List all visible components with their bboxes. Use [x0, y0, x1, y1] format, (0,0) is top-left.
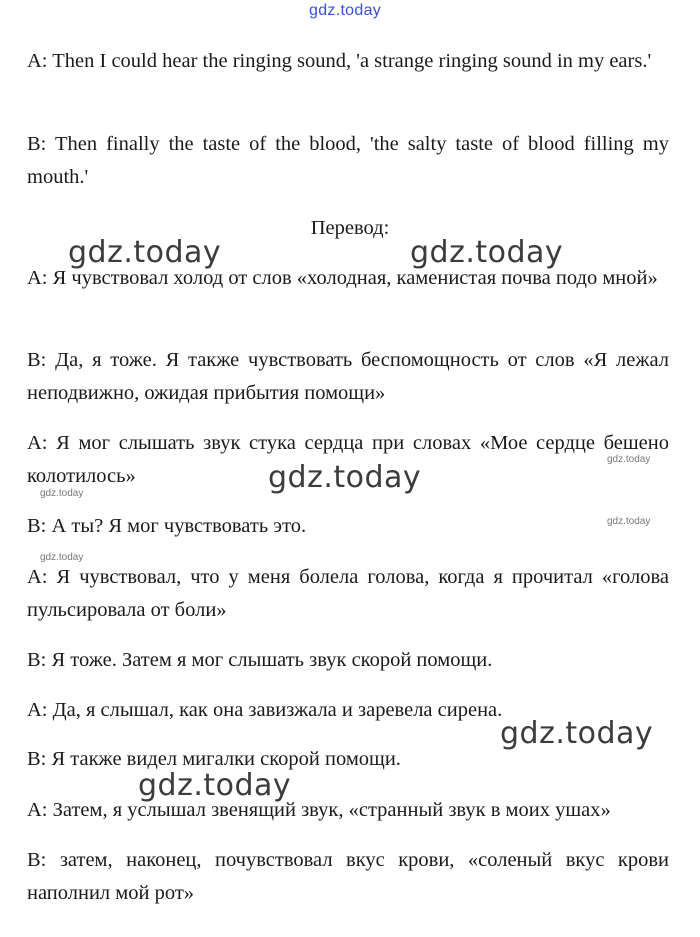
watermark-large: gdz.today: [410, 235, 564, 270]
dialogue-line-ru-9: A: Затем, я услышал звенящий звук, «странный звук в моих ушах»: [27, 799, 611, 821]
dialogue-line-ru-4: B: А ты? Я мог чувствовать это.: [27, 515, 307, 537]
dialogue-line-ru-8: B: Я также видел мигалки скорой помощи.: [27, 748, 401, 770]
watermark-large: gdz.today: [500, 716, 654, 751]
watermark-small: gdz.today: [607, 516, 651, 527]
watermark-large: gdz.today: [68, 235, 222, 270]
dialogue-line-ru-6: B: Я тоже. Затем я мог слышать звук скорой помощи.: [27, 649, 493, 671]
watermark-small: gdz.today: [40, 552, 84, 563]
watermark-large: gdz.today: [138, 768, 292, 803]
dialogue-line-en-2: B: Then finally the taste of the blood, 'the salty taste of blood filling my mouth.': [27, 133, 669, 188]
dialogue-line-ru-7: A: Да, я слышал, как она завизжала и заревела сирена.: [27, 699, 503, 721]
watermark-small: gdz.today: [607, 454, 651, 465]
dialogue-line-en-1: A: Then I could hear the ringing sound, 'a strange ringing sound in my ears.': [27, 50, 652, 72]
dialogue-line-ru-2: B: Да, я тоже. Я также чувствовать беспомощность от слов «Я лежал неподвижно, ожидая прибытия помощи»: [27, 349, 669, 404]
dialogue-line-ru-10: B: затем, наконец, почувствовал вкус крови, «соленый вкус крови наполнил мой рот»: [27, 849, 669, 904]
dialogue-line-ru-1: A: Я чувствовал холод от слов «холодная, каменистая почва подо мной»: [27, 267, 658, 289]
header-watermark: gdz.today: [309, 2, 382, 19]
watermark-small: gdz.today: [40, 488, 84, 499]
dialogue-line-ru-5: A: Я чувствовал, что у меня болела голова, когда я прочитал «голова пульсировала от боли»: [27, 566, 669, 621]
translation-heading: Перевод:: [310, 217, 390, 239]
watermark-large: gdz.today: [268, 460, 422, 495]
dialogue-line-ru-3: A: Я мог слышать звук стука сердца при словах «Мое сердце бешено колотилось»: [27, 432, 669, 487]
